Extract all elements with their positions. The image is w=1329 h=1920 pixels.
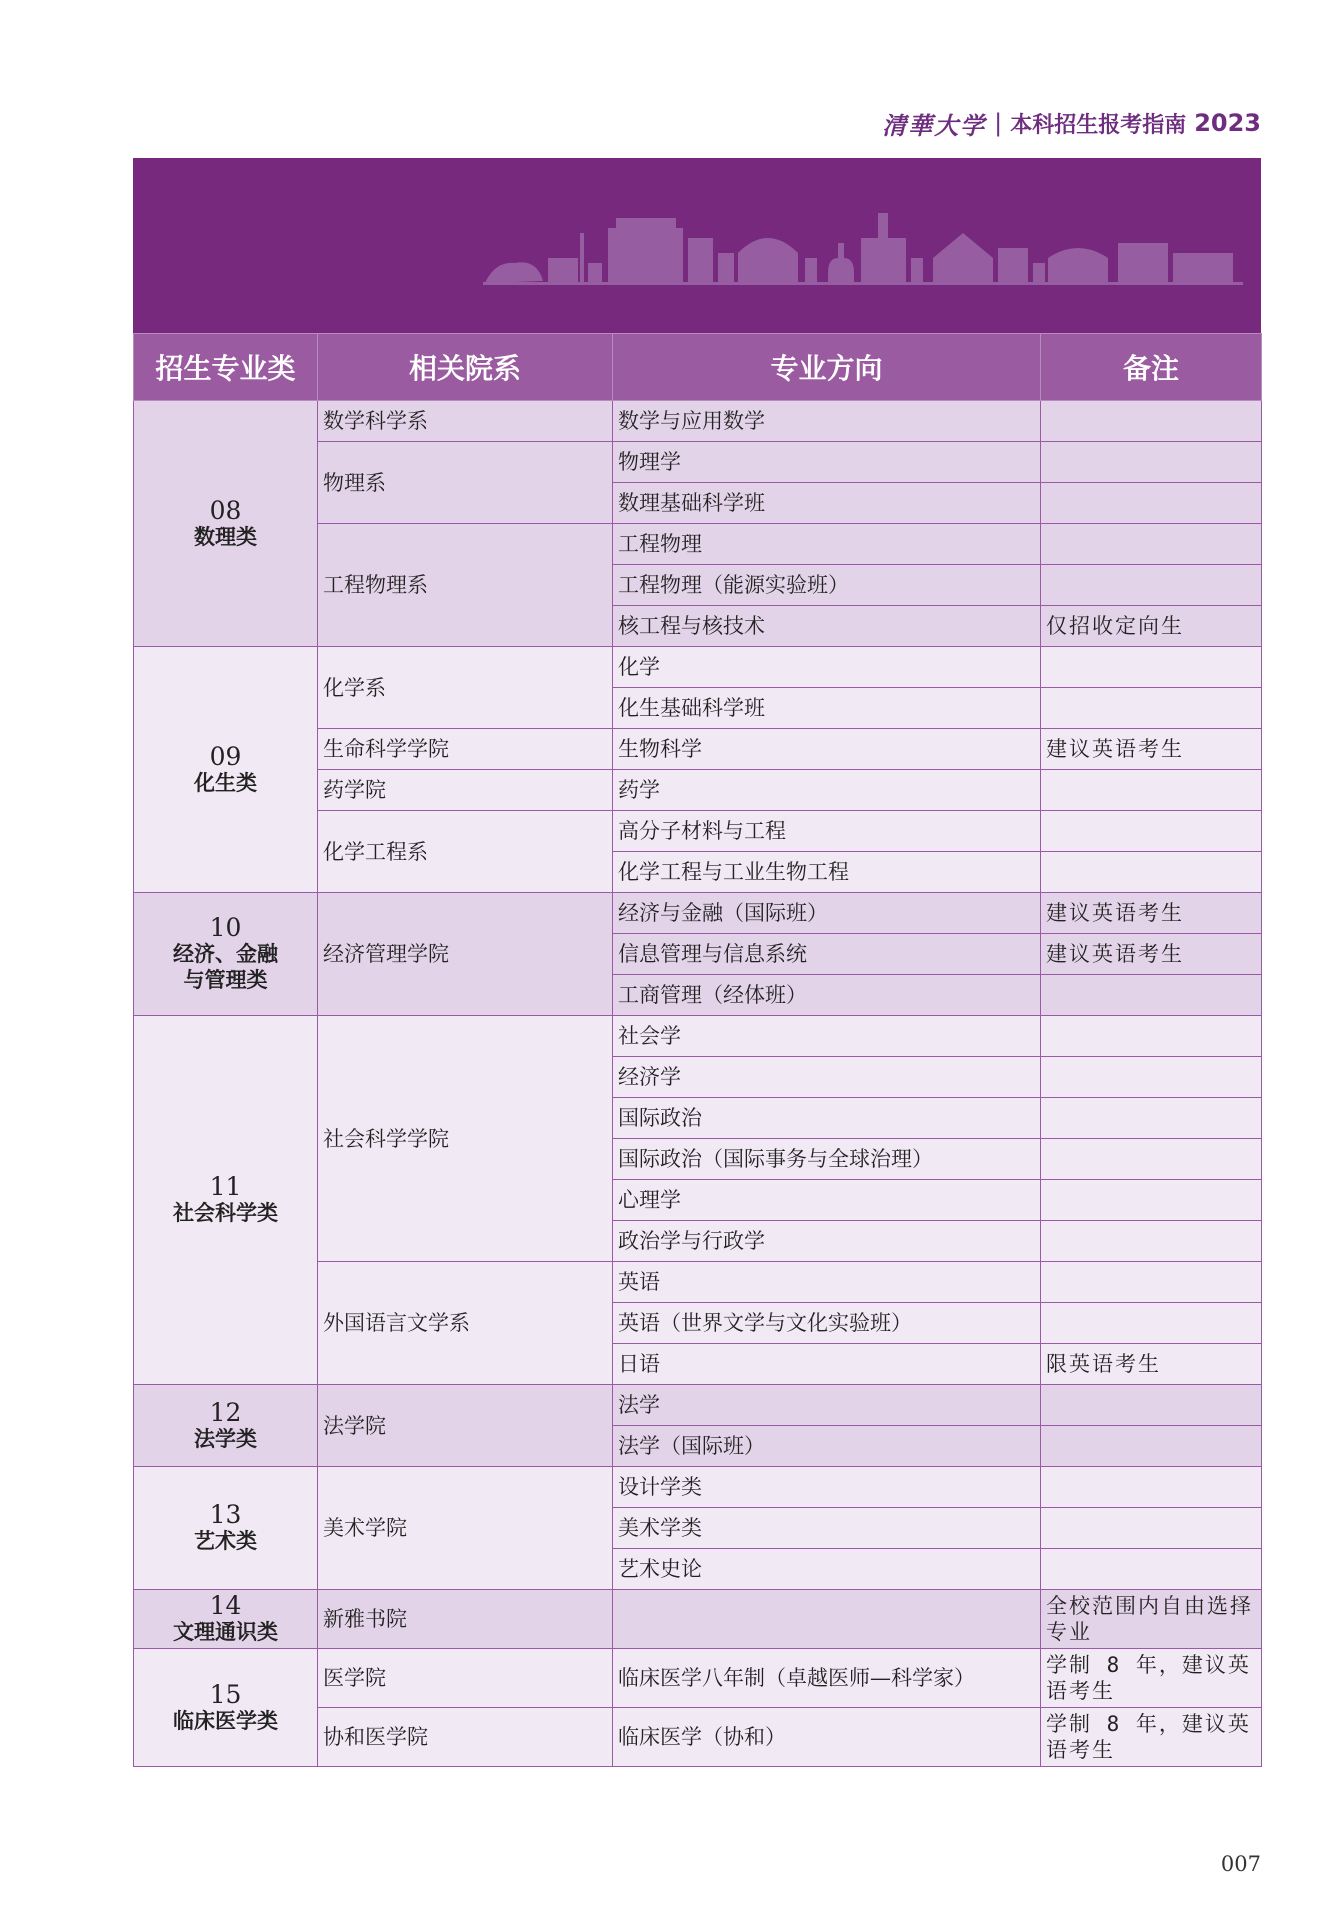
note-cell [1041,1508,1262,1549]
department-cell: 工程物理系 [318,524,613,647]
major-cell: 临床医学八年制（卓越医师—科学家） [613,1649,1041,1708]
major-cell: 信息管理与信息系统 [613,934,1041,975]
department-cell: 经济管理学院 [318,893,613,1016]
note-cell [1041,811,1262,852]
department-cell: 药学院 [318,770,613,811]
table-header-row [134,334,1262,401]
col-header-department: 相关院系 [318,334,613,401]
department-cell: 医学院 [318,1649,613,1708]
major-cell: 核工程与核技术 [613,606,1041,647]
note-cell [1041,1180,1262,1221]
major-cell: 化学工程与工业生物工程 [613,852,1041,893]
note-cell [1041,565,1262,606]
department-cell: 物理系 [318,442,613,524]
note-cell [1041,483,1262,524]
campus-banner [133,158,1261,333]
page-number: 007 [1220,1852,1261,1876]
department-cell: 美术学院 [318,1467,613,1590]
note-cell [1041,442,1262,483]
note-cell: 仅招收定向生 [1041,606,1262,647]
category-cell [134,647,318,893]
group-13 [134,1467,1262,1590]
category-number: 15 [209,1679,242,1709]
note-cell [1041,401,1262,442]
department-cell: 外国语言文学系 [318,1262,613,1385]
note-cell [1041,1221,1262,1262]
note-cell [1041,1262,1262,1303]
note-cell [1041,852,1262,893]
major-guide-table [133,333,1262,1767]
group-11 [134,1016,1262,1385]
major-cell: 工程物理（能源实验班） [613,565,1041,606]
note-cell [1041,688,1262,729]
category-cell [134,893,318,1016]
department-cell: 数学科学系 [318,401,613,442]
major-cell: 化生基础科学班 [613,688,1041,729]
major-cell: 经济学 [613,1057,1041,1098]
category-number: 12 [209,1397,242,1427]
major-cell: 艺术史论 [613,1549,1041,1590]
category-cell [134,1649,318,1767]
category-cell [134,1016,318,1385]
major-cell: 工商管理（经体班） [613,975,1041,1016]
table-row [134,1385,1262,1426]
major-cell: 高分子材料与工程 [613,811,1041,852]
guide-title: 本科招生报考指南 [1010,112,1187,138]
note-cell [1041,770,1262,811]
department-cell: 法学院 [318,1385,613,1467]
category-cell [134,1467,318,1590]
header-separator: | [994,109,1003,137]
category-cell [134,1385,318,1467]
note-cell [1041,1426,1262,1467]
department-cell: 生命科学学院 [318,729,613,770]
major-cell: 生物科学 [613,729,1041,770]
note-cell [1041,647,1262,688]
major-cell: 政治学与行政学 [613,1221,1041,1262]
category-name: 艺术类 [194,1529,257,1553]
table-row [134,1590,1262,1649]
category-number: 11 [209,1172,242,1201]
major-cell [613,1590,1041,1649]
page-header [882,108,1261,138]
table-row [134,1016,1262,1057]
guide-year: 2023 [1194,109,1261,137]
category-number: 13 [209,1500,242,1529]
note-cell: 建议英语考生 [1041,934,1262,975]
col-header-major: 专业方向 [613,334,1041,401]
campus-skyline-illustration [133,158,1261,333]
major-cell: 国际政治（国际事务与全球治理） [613,1139,1041,1180]
note-cell [1041,975,1262,1016]
category-name: 经济、金融 [173,942,278,966]
note-cell: 建议英语考生 [1041,893,1262,934]
note-cell [1041,1098,1262,1139]
note-cell [1041,524,1262,565]
major-cell: 临床医学（协和） [613,1708,1041,1767]
major-cell: 英语 [613,1262,1041,1303]
category-number: 08 [209,495,242,525]
major-cell: 药学 [613,770,1041,811]
category-cell [134,401,318,647]
major-cell: 数学与应用数学 [613,401,1041,442]
group-15 [134,1649,1262,1767]
category-number: 10 [209,913,242,942]
note-cell: 学制 8 年，建议英语考生 [1041,1708,1262,1767]
note-cell [1041,1057,1262,1098]
note-cell [1041,1303,1262,1344]
note-cell [1041,1139,1262,1180]
group-10 [134,893,1262,1016]
table-row [134,1649,1262,1708]
note-cell [1041,1467,1262,1508]
category-name: 化生类 [194,770,257,795]
category-number: 09 [209,741,242,771]
department-cell: 社会科学学院 [318,1016,613,1262]
col-header-note: 备注 [1041,334,1262,401]
major-cell: 经济与金融（国际班） [613,893,1041,934]
category-cell [134,1590,318,1649]
major-cell: 英语（世界文学与文化实验班） [613,1303,1041,1344]
note-cell: 建议英语考生 [1041,729,1262,770]
note-cell: 全校范围内自由选择专业 [1041,1590,1262,1649]
group-09 [134,647,1262,893]
major-cell: 法学 [613,1385,1041,1426]
category-name: 临床医学类 [173,1708,278,1733]
major-cell: 社会学 [613,1016,1041,1057]
major-cell: 日语 [613,1344,1041,1385]
category-name: 社会科学类 [173,1201,278,1225]
category-name-line2: 与管理类 [183,968,268,992]
major-cell: 数理基础科学班 [613,483,1041,524]
group-08 [134,401,1262,647]
note-cell: 限英语考生 [1041,1344,1262,1385]
major-cell: 设计学类 [613,1467,1041,1508]
major-cell: 美术学类 [613,1508,1041,1549]
note-cell [1041,1016,1262,1057]
table-row [134,1467,1262,1508]
table-row [134,401,1262,442]
col-header-category: 招生专业类 [134,334,318,401]
department-cell: 协和医学院 [318,1708,613,1767]
table-row [134,647,1262,688]
major-cell: 工程物理 [613,524,1041,565]
category-name: 数理类 [194,524,257,549]
university-logo: 清華大学 [882,110,987,140]
group-14 [134,1590,1262,1649]
major-cell: 心理学 [613,1180,1041,1221]
major-cell: 法学（国际班） [613,1426,1041,1467]
department-cell: 新雅书院 [318,1590,613,1649]
category-number: 14 [209,1591,242,1620]
category-name: 文理通识类 [173,1620,278,1644]
note-cell [1041,1549,1262,1590]
major-cell: 物理学 [613,442,1041,483]
category-name: 法学类 [194,1426,257,1451]
note-cell: 学制 8 年，建议英语考生 [1041,1649,1262,1708]
major-cell: 化学 [613,647,1041,688]
group-12 [134,1385,1262,1467]
department-cell: 化学系 [318,647,613,729]
major-cell: 国际政治 [613,1098,1041,1139]
table-row [134,893,1262,934]
note-cell [1041,1385,1262,1426]
department-cell: 化学工程系 [318,811,613,893]
